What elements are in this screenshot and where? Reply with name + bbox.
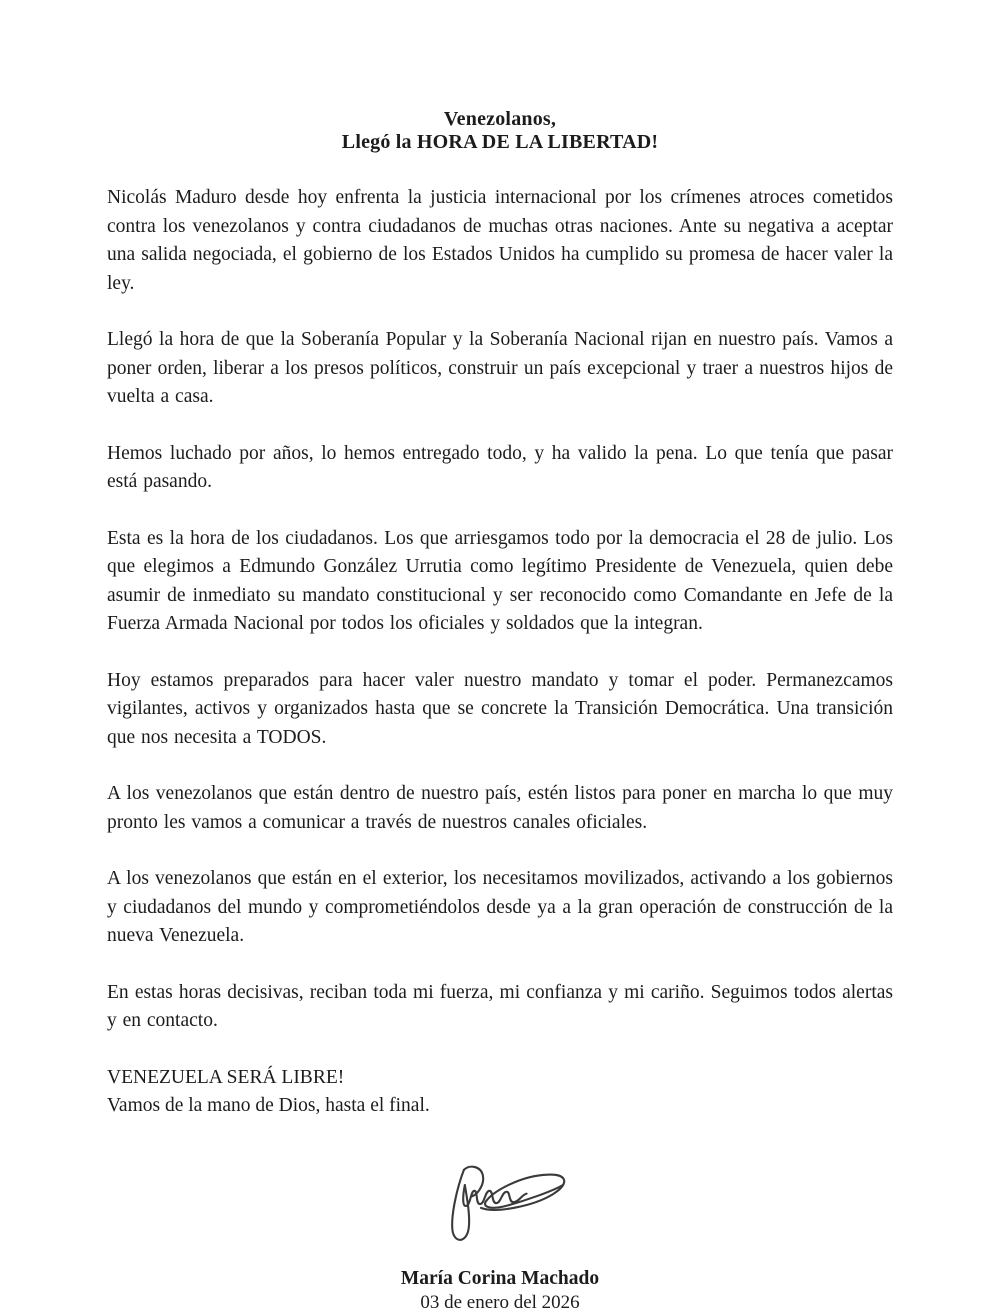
paragraph-6: A los venezolanos que están dentro de nuestro país, estén listos para poner en marcha lo que muy pronto les vamos a comunicar a través de nuestros canales oficiales. — [107, 783, 893, 833]
signature-date: 03 de enero del 2026 — [420, 1291, 580, 1313]
paragraph-8: En estas horas decisivas, reciban toda mi fuerza, mi confianza y mi cariño. Seguimos todos alertas y en contacto. — [107, 981, 893, 1031]
paragraph-7: A los venezolanos que están en el exterior, los necesitamos movilizados, activando a los gobiernos y ciudadanos del mundo y comprometiéndolos desde ya a la gran operación de construcción de la nueva Venezuela. — [107, 868, 893, 946]
paragraph-2: Llegó la hora de que la Soberanía Popular y la Soberanía Nacional rijan en nuestro país. Vamos a poner orden, liberar a los presos políticos, construir un país excepcional y traer a nuestros hijos de vuelta a casa. — [107, 329, 893, 407]
letter-title-line1: Venezolanos, — [443, 108, 557, 130]
signature-area — [107, 1149, 893, 1249]
signature-block — [107, 1267, 893, 1315]
paragraph-3: Hemos luchado por años, lo hemos entregado todo, y ha valido la pena. Lo que tenía que pasar está pasando. — [107, 442, 893, 492]
paragraph-4: Esta es la hora de los ciudadanos. Los que arriesgamos todo por la democracia el 28 de julio. Los que elegimos a Edmundo González Urrutia como legítimo Presidente de Venezuela, quien debe asumir de inmediato su mandato constitucional y ser reconocido como Comandante en Jefe de la Fuerza Armada Nacional por todos los oficiales y soldados que la integran. — [107, 527, 893, 634]
letter-title-line2: Llegó la HORA DE LA LIBERTAD! — [341, 131, 659, 153]
paragraph-5: Hoy estamos preparados para hacer valer nuestro mandato y tomar el poder. Permanezcamos vigilantes, activos y organizados hasta que se concrete la Transición Democrática. Una transición que nos necesita a TODOS. — [107, 669, 893, 748]
closing-line1: VENEZUELA SERÁ LIBRE! — [107, 1066, 345, 1088]
closing-line2: Vamos de la mano de Dios, hasta el final. — [107, 1095, 430, 1116]
signer-name: María Corina Machado — [400, 1267, 600, 1289]
letter-closing — [107, 1064, 893, 1121]
letter-title — [107, 108, 893, 154]
paragraph-1: Nicolás Maduro desde hoy enfrenta la justicia internacional por los crímenes atroces cometidos contra los venezolanos y contra ciudadanos de muchas otras naciones. Ante su negativa a aceptar una salida negociada, el gobierno de los Estados Unidos ha cumplido su promesa de hacer valer la ley. — [107, 187, 893, 294]
letter-body — [107, 184, 893, 1036]
handwritten-signature-icon — [410, 1149, 590, 1244]
